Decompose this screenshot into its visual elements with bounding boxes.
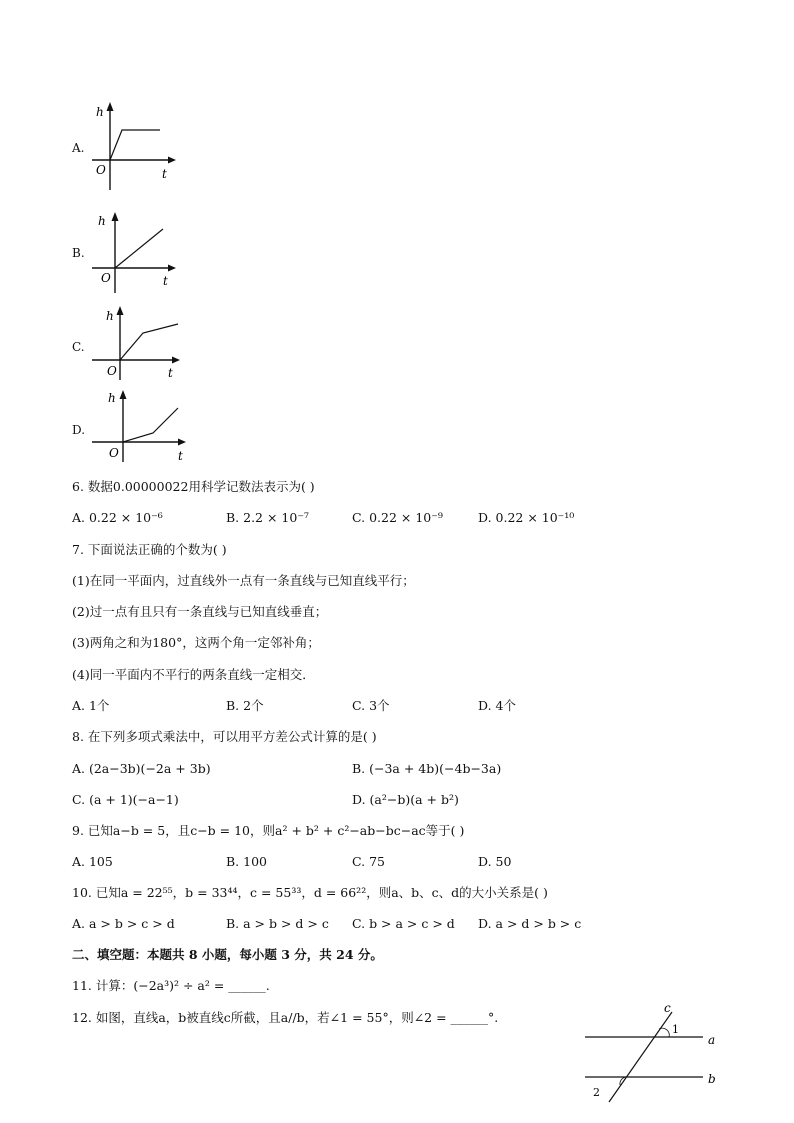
graph-option-c bbox=[88, 302, 188, 384]
q7-option-a: A. 1个 bbox=[72, 698, 110, 713]
q10-option-b: B. a > b > d > c bbox=[226, 916, 329, 931]
q11-stem: 11. 计算：(−2a³)² ÷ a² = ______. bbox=[72, 978, 270, 993]
option-b-label: B. bbox=[72, 246, 85, 260]
q10-option-a: A. a > b > c > d bbox=[72, 916, 175, 931]
q10-stem: 10. 已知a = 22⁵⁵，b = 33⁴⁴，c = 55³³，d = 66²²，则a、b、c、d的大小关系是( ) bbox=[72, 885, 548, 900]
label-angle-1: 1 bbox=[672, 1023, 679, 1036]
option-d-label: D. bbox=[72, 423, 86, 437]
q7-option-d: D. 4个 bbox=[478, 698, 516, 713]
q12-stem: 12. 如图，直线a，b被直线c所截，且a//b，若∠1 = 55°，则∠2 = ______°. bbox=[72, 1010, 499, 1025]
q8-stem: 8. 在下列多项式乘法中，可以用平方差公式计算的是( ) bbox=[72, 729, 377, 744]
line-c bbox=[609, 1012, 672, 1102]
q8-option-c: C. (a + 1)(−a−1) bbox=[72, 792, 179, 807]
axis-t: t bbox=[162, 167, 167, 181]
q6-option-a: A. 0.22 × 10⁻⁶ bbox=[72, 510, 163, 525]
q10-option-d: D. a > d > b > c bbox=[478, 916, 582, 931]
axis-h: h bbox=[108, 391, 116, 405]
section-2-heading: 二、填空题：本题共 8 小题，每小题 3 分，共 24 分。 bbox=[72, 947, 383, 962]
axis-h: h bbox=[96, 105, 104, 119]
q7-statement-2: (2)过一点有且只有一条直线与已知直线垂直； bbox=[72, 604, 328, 619]
q6-option-b: B. 2.2 × 10⁻⁷ bbox=[226, 510, 309, 525]
axis-h: h bbox=[98, 214, 106, 228]
q9-stem: 9. 已知a−b = 5，且c−b = 10，则a² + b² + c²−ab−bc−ac等于( ) bbox=[72, 823, 465, 838]
q7-option-b: B. 2个 bbox=[226, 698, 264, 713]
label-b: b bbox=[708, 1072, 716, 1086]
q8-option-d: D. (a²−b)(a + b²) bbox=[352, 792, 459, 807]
label-angle-2: 2 bbox=[593, 1086, 600, 1099]
axis-h: h bbox=[106, 309, 114, 323]
axis-t: t bbox=[168, 366, 173, 380]
option-a-label: A. bbox=[72, 141, 85, 155]
label-c: c bbox=[664, 1001, 671, 1015]
axis-origin: O bbox=[101, 271, 111, 285]
axis-origin: O bbox=[109, 446, 119, 460]
axis-t: t bbox=[178, 449, 183, 463]
q7-statement-4: (4)同一平面内不平行的两条直线一定相交． bbox=[72, 667, 315, 682]
axis-t: t bbox=[163, 274, 168, 288]
label-a: a bbox=[708, 1033, 716, 1047]
q7-statement-1: (1)在同一平面内，过直线外一点有一条直线与已知直线平行； bbox=[72, 573, 415, 588]
q8-option-b: B. (−3a + 4b)(−4b−3a) bbox=[352, 761, 502, 776]
q7-option-c: C. 3个 bbox=[352, 698, 390, 713]
graph-option-b bbox=[88, 207, 184, 297]
q9-option-b: B. 100 bbox=[226, 854, 267, 869]
q7-statement-3: (3)两角之和为180°，这两个角一定邻补角； bbox=[72, 635, 320, 650]
q6-stem: 6. 数据0.00000022用科学记数法表示为( ) bbox=[72, 479, 315, 494]
q9-option-d: D. 50 bbox=[478, 854, 512, 869]
q10-option-c: C. b > a > c > d bbox=[352, 916, 455, 931]
q8-option-a: A. (2a−3b)(−2a + 3b) bbox=[72, 761, 211, 776]
q9-option-a: A. 105 bbox=[72, 854, 113, 869]
parallel-lines-figure bbox=[575, 1000, 725, 1106]
q6-option-c: C. 0.22 × 10⁻⁹ bbox=[352, 510, 443, 525]
option-c-label: C. bbox=[72, 340, 85, 354]
graph-option-d bbox=[88, 386, 192, 466]
axis-origin: O bbox=[107, 364, 117, 378]
q6-option-d: D. 0.22 × 10⁻¹⁰ bbox=[478, 510, 575, 525]
q9-option-c: C. 75 bbox=[352, 854, 385, 869]
axis-origin: O bbox=[96, 163, 106, 177]
q7-stem: 7. 下面说法正确的个数为( ) bbox=[72, 542, 227, 557]
graph-option-a bbox=[88, 98, 184, 194]
